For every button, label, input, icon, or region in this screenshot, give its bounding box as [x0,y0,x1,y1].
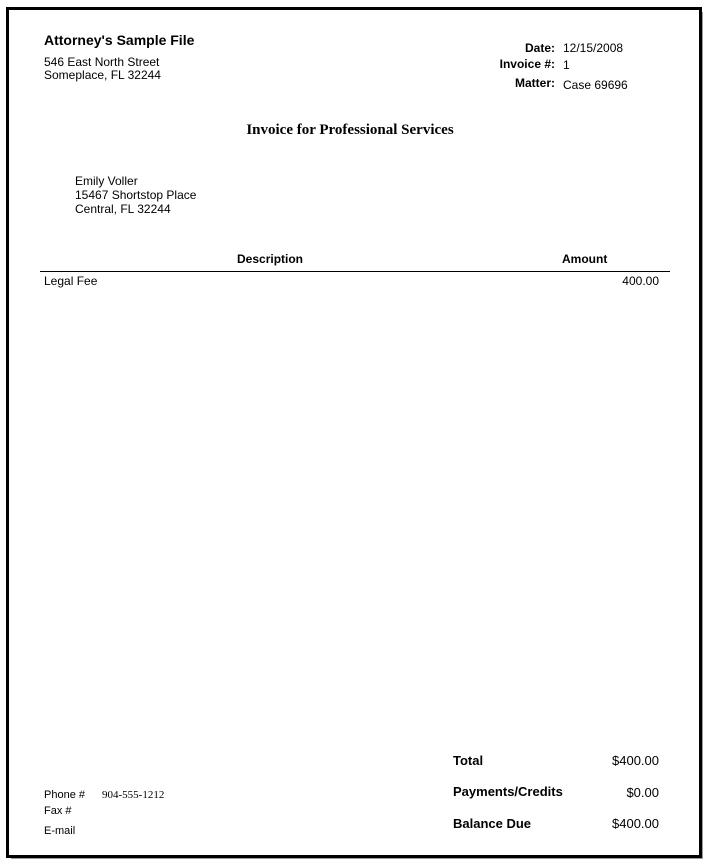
total-value: $400.00 [612,753,659,768]
invoice-number-value: 1 [563,58,570,72]
date-label: Date: [524,41,555,55]
amount-header: Amount [562,252,608,266]
invoice-number-label: Invoice #: [499,57,555,71]
client-street: 15467 Shortstop Place [75,188,197,202]
payments-value: $0.00 [626,785,659,800]
firm-city: Someplace, FL 32244 [44,68,161,82]
fax-label: Fax # [44,805,72,817]
firm-name: Attorney's Sample File [44,32,195,48]
payments-label: Payments/Credits [453,784,563,799]
client-name: Emily Voller [75,174,138,188]
line-item-amount: 400.00 [622,274,659,288]
description-header: Description [237,252,304,266]
firm-street: 546 East North Street [44,55,160,69]
balance-due-label: Balance Due [453,816,532,831]
email-label: E-mail [44,825,76,837]
client-city: Central, FL 32244 [75,202,171,216]
phone-value: 904-555-1212 [102,789,165,801]
date-value: 12/15/2008 [563,41,624,55]
balance-due-value: $400.00 [612,816,659,831]
invoice-title: Invoice for Professional Services [246,122,454,138]
phone-label: Phone # [44,789,85,801]
matter-label: Matter: [514,76,555,90]
line-item-description: Legal Fee [44,274,98,288]
matter-value: Case 69696 [563,78,628,92]
total-label: Total [453,753,484,768]
header-divider [40,271,670,272]
